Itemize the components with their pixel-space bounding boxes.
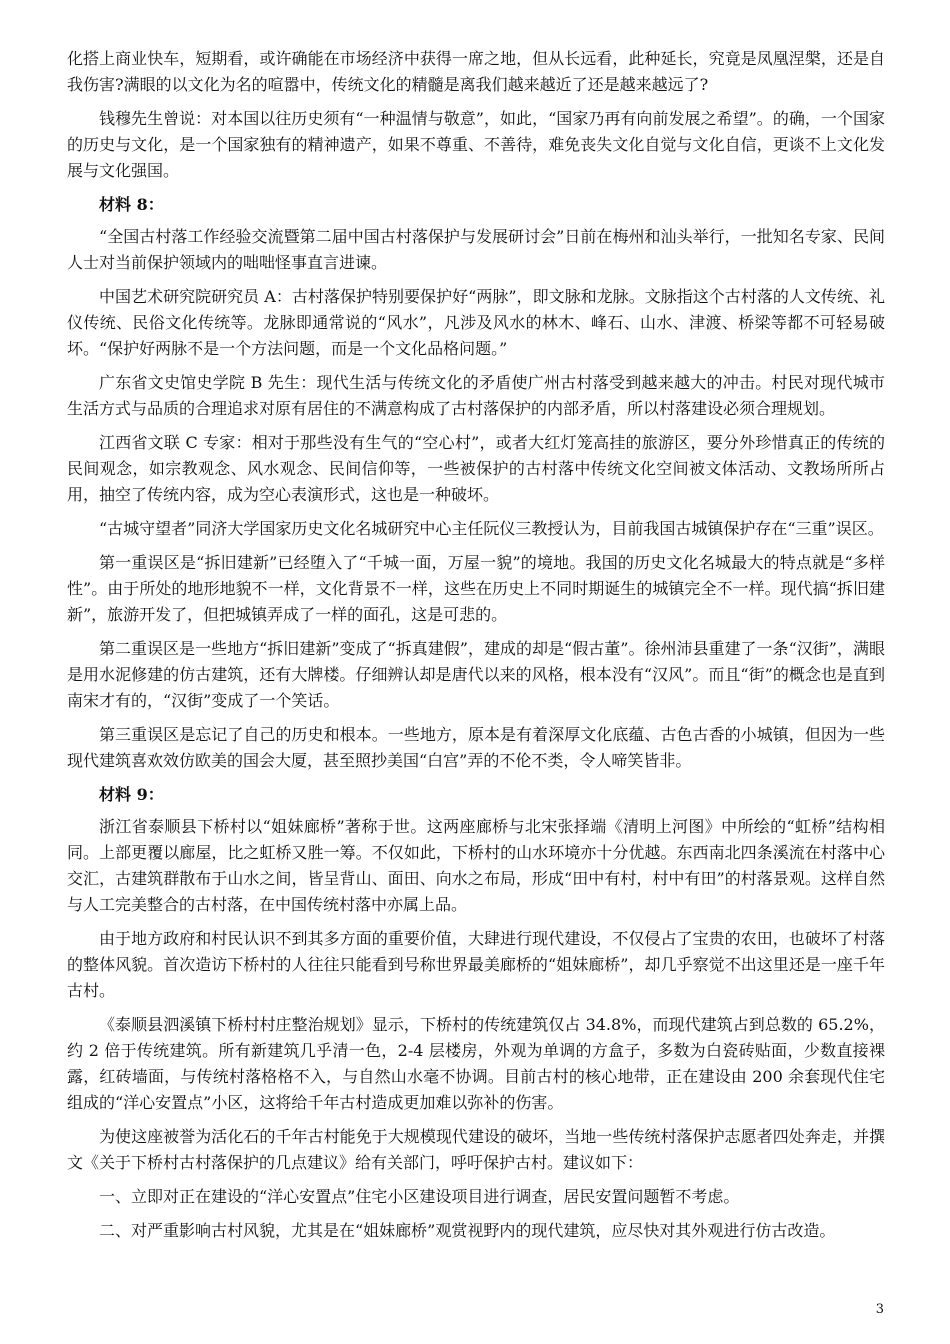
paragraph-expert-b: 广东省文史馆史学院 B 先生：现代生活与传统文化的矛盾使广州古村落受到越来越大的冲击。村民对现代城市生活方式与品质的合理追求对原有居住的不满意构成了古村落保护的内部矛盾，所以村落建设必须合理规划。 [67,373,885,418]
paragraph-planning-statistics: 《泰顺县泗溪镇下桥村村庄整治规划》显示，下桥村的传统建筑仅占 34.8%，而现代建筑占到总数的 65.2%，约 2 倍于传统建筑。所有新建筑几乎清一色，2-4 层楼房，外观为单调的方盒子，多数为白瓷砖贴面，少数直接裸露，红砖墙面，与传统村落格格不入，与自然山水毫不协调。目前古村的核心地带，正在建设由 200 余套现代住宅组成的“洋心安置点”小区，这将给千年古村造成更加难以弥补的伤害。 [67,1015,885,1112]
paragraph-ruan-yisan: “古城守望者”同济大学国家历史文化名城研究中心主任阮仪三教授认为，目前我国古城镇保护存在“三重”误区。 [99,519,884,538]
paragraph-expert-a: 中国艺术研究院研究员 A：古村落保护特别要保护好“两脉”，即文脉和龙脉。文脉指这个古村落的人文传统、礼仪传统、民俗文化传统等。龙脉即通常说的“风水”，凡涉及风水的林木、峰石、山水、津渡、桥梁等都不可轻易破坏。“保护好两脉不是一个方法问题，而是一个文化品格问题。” [67,287,885,358]
paragraph-volunteers: 为使这座被誉为活化石的千年古村能免于大规模现代建设的破坏，当地一些传统村落保护志愿者四处奔走，并撰文《关于下桥村古村落保护的几点建议》给有关部门，呼吁保护古村。建议如下： [67,1127,885,1172]
material-8-heading: 材料 8： [99,195,164,214]
page-number: 3 [875,1302,884,1317]
paragraph-suggestion-2: 二、对严重影响古村风貌，尤其是在“姐妹廊桥”观赏视野内的现代建筑，应尽快对其外观进行仿古改造。 [99,1221,836,1240]
paragraph-second-misconception: 第二重误区是一些地方“拆旧建新”变成了“拆真建假”，建成的却是“假古董”。徐州沛县重建了一条“汉街”，满眼是用水泥修建的仿古建筑，还有大牌楼。仔细辨认却是唐代以来的风格，根本没有“汉风”。而且“街”的概念也是直到南宋才有的，“汉街”变成了一个笑话。 [67,639,885,710]
paragraph-qian-mu: 钱穆先生曾说：对本国以往历史须有“一种温情与敬意”，如此，“国家乃再有向前发展之希望”。的确，一个国家的历史与文化，是一个国家独有的精神遗产，如果不尊重、不善待，难免丧失文化自觉与文化自信，更谈不上文化发展与文化强国。 [67,109,885,180]
paragraph-third-misconception: 第三重误区是忘记了自己的历史和根本。一些地方，原本是有着深厚文化底蕴、古色古香的小城镇，但因为一些现代建筑喜欢效仿欧美的国会大厦，甚至照抄美国“白宫”弄的不伦不类，令人啼笑皆非。 [67,725,885,770]
paragraph-continuation: 化搭上商业快车，短期看，或许确能在市场经济中获得一席之地，但从长远看，此种延长，究竟是凤凰涅槃，还是自我伤害?满眼的以文化为名的喧嚣中，传统文化的精髓是离我们越来越近了还是越来越远了? [67,49,885,94]
paragraph-seminar: “全国古村落工作经验交流暨第二届中国古村落保护与发展研讨会”日前在梅州和汕头举行，一批知名专家、民间人士对当前保护领域内的咄咄怪事直言进谏。 [67,227,885,272]
document-body [67,46,885,1252]
paragraph-first-misconception: 第一重误区是“拆旧建新”已经堕入了“千城一面，万屋一貌”的境地。我国的历史文化名城最大的特点就是“多样性”。由于所处的地形地貌不一样，文化背景不一样，这些在历史上不同时期诞生的城镇完全不一样。现代搞“拆旧建新”，旅游开发了，但把城镇弄成了一样的面孔，这是可悲的。 [67,553,885,624]
paragraph-suggestion-1: 一、立即对正在建设的“洋心安置点”住宅小区建设项目进行调查，居民安置问题暂不考虑。 [99,1187,740,1206]
paragraph-modern-construction: 由于地方政府和村民认识不到其多方面的重要价值，大肆进行现代建设，不仅侵占了宝贵的农田，也破坏了村落的整体风貌。首次造访下桥村的人往往只能看到号称世界最美廊桥的“姐妹廊桥”，却几乎察觉不出这里还是一座千年古村。 [67,929,885,1000]
material-9-heading: 材料 9： [99,785,164,804]
paragraph-expert-c: 江西省文联 C 专家：相对于那些没有生气的“空心村”，或者大红灯笼高挂的旅游区，要分外珍惜真正的传统的民间观念，如宗教观念、风水观念、民间信仰等，一些被保护的古村落中传统文化空间被文体活动、文教场所所占用，抽空了传统内容，成为空心表演形式，这也是一种破坏。 [67,433,885,504]
paragraph-xiaqiao-village: 浙江省泰顺县下桥村以“姐妹廊桥”著称于世。这两座廊桥与北宋张择端《清明上河图》中所绘的“虹桥”结构相同。上部更覆以廊屋，比之虹桥又胜一筹。不仅如此，下桥村的山水环境亦十分优越。东西南北四条溪流在村落中心交汇，古建筑群散布于山水之间，皆呈背山、面田、向水之布局，形成“田中有村，村中有田”的村落景观。这样自然与人工完美整合的古村落，在中国传统村落中亦属上品。 [67,817,885,914]
